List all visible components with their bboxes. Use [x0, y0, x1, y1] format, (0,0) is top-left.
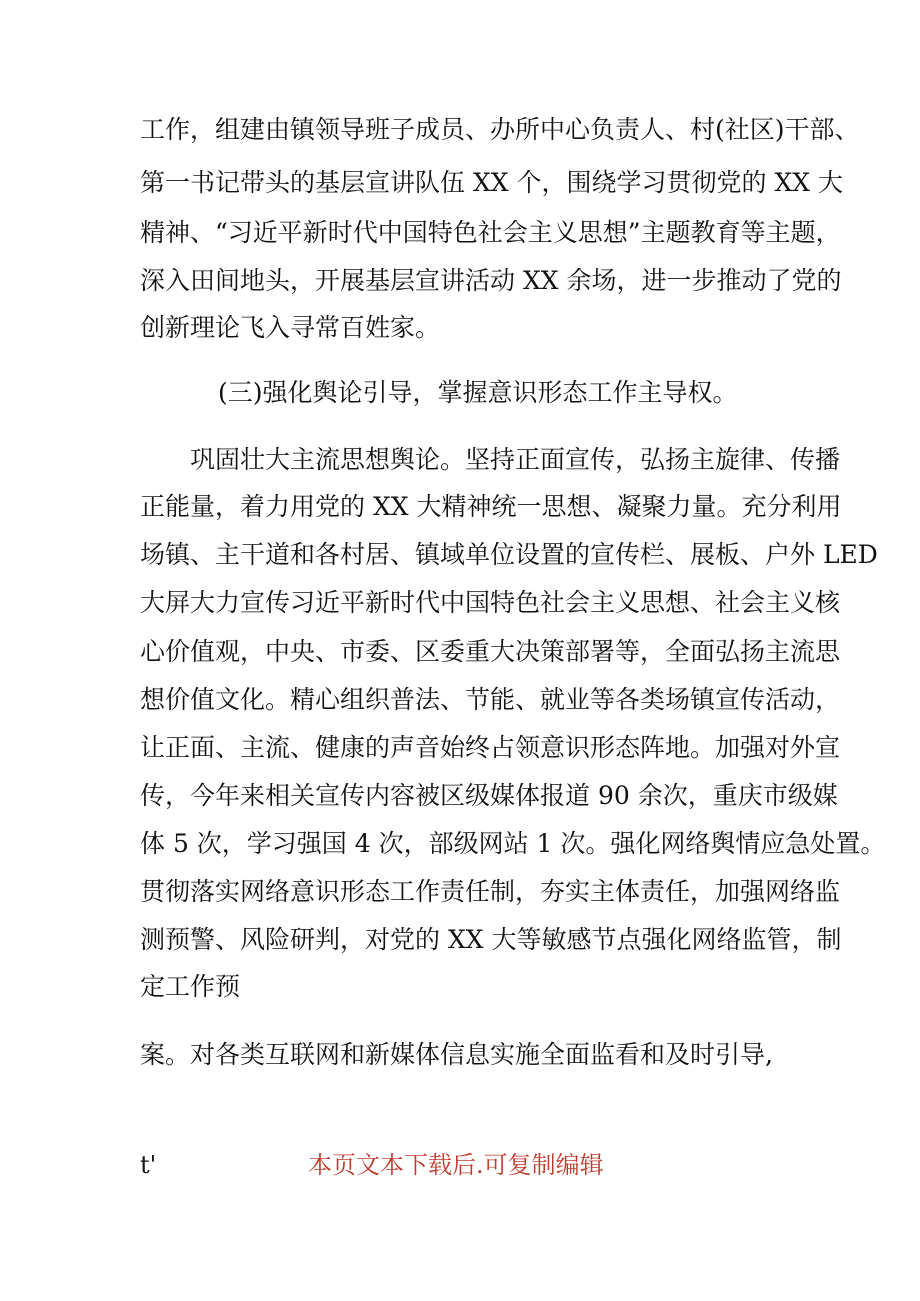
paragraph-2-line-1: 巩固壮大主流思想舆论。坚持正面宣传，弘扬主旋律、传播 — [190, 445, 841, 474]
section-heading: (三)强化舆论引导，掌握意识形态工作主导权。 — [218, 378, 738, 407]
paragraph-2-line-10: 贯彻落实网络意识形态工作责任制，夯实主体责任，加强网络监 — [140, 877, 841, 906]
paragraph-2-line-4: 大屏大力宣传习近平新时代中国特色社会主义思想、社会主义核 — [140, 588, 841, 617]
paragraph-2-line-8: 传，今年来相关宣传内容被区级媒体报道 90 余次，重庆市级媒 — [140, 781, 838, 810]
paragraph-1-line-5: 创新理论飞入寻常百姓家。 — [140, 313, 441, 342]
paragraph-2-line-7: 让正面、主流、健康的声音始终占领意识形态阵地。加强对外宣 — [140, 733, 841, 762]
paragraph-2-line-9: 体 5 次，学习强国 4 次，部级网站 1 次。强化网络舆情应急处置。 — [140, 829, 886, 858]
paragraph-3-line-1: 案。对各类互联网和新媒体信息实施全面监看和及时引导, — [140, 1040, 773, 1069]
paragraph-2-line-11: 测预警、风险研判，对党的 XX 大等敏感节点强化网络监管，制 — [140, 925, 842, 954]
footer-edit-note: 本页文本下载后.可复制编辑 — [308, 1151, 604, 1179]
paragraph-2-line-5: 心价值观，中央、市委、区委重大决策部署等，全面弘扬主流思 — [140, 637, 841, 666]
paragraph-2-line-6: 想价值文化。精心组织普法、节能、就业等各类场镇宣传活动， — [140, 685, 841, 714]
paragraph-1-line-4: 深入田间地头，开展基层宣讲活动 XX 余场，进一步推动了党的 — [140, 266, 842, 295]
paragraph-1-line-3: 精神、“习近平新时代中国特色社会主义思想”主题教育等主题， — [140, 218, 841, 247]
paragraph-1-line-2: 第一书记带头的基层宣讲队伍 XX 个，围绕学习贯彻党的 XX 大 — [140, 168, 843, 197]
paragraph-2-line-2: 正能量，着力用党的 XX 大精神统一思想、凝聚力量。充分利用 — [140, 492, 842, 521]
footer-mark: t' — [140, 1151, 157, 1179]
paragraph-2-line-3: 场镇、主干道和各村居、镇域单位设置的宣传栏、展板、户外 LED — [140, 540, 878, 569]
paragraph-2-line-12: 定工作预 — [140, 972, 241, 1001]
paragraph-1-line-1: 工作，组建由镇领导班子成员、办所中心负责人、村(社区)干部、 — [140, 115, 860, 144]
